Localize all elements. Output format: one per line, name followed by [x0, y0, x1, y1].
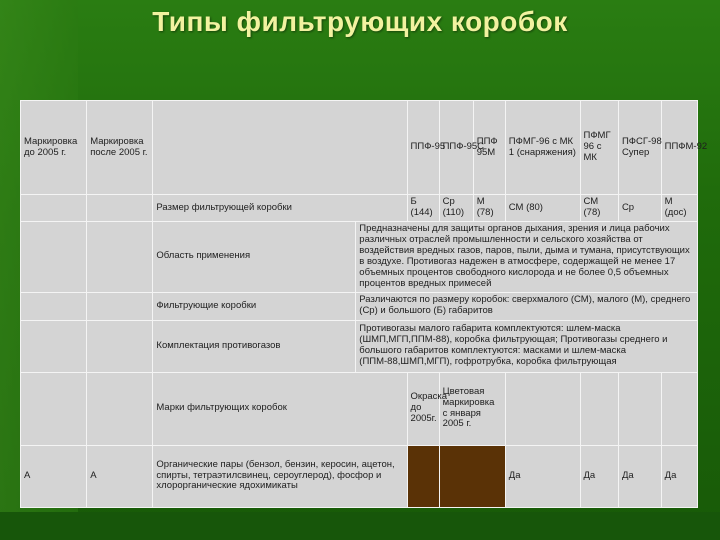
header-col-7: ППФМ-92	[661, 101, 697, 195]
filter-row-col2	[87, 292, 153, 320]
size-value-4: СМ (80)	[505, 195, 580, 222]
header-mark-after: Маркировка после 2005 г.	[87, 101, 153, 195]
organic-col2: А	[87, 445, 153, 507]
organic-color-swatch-1	[407, 445, 439, 507]
size-value-7: М (дос)	[661, 195, 697, 222]
header-col-5: ПФМГ 96 с МК	[580, 101, 618, 195]
size-value-5: СМ (78)	[580, 195, 618, 222]
header-col-1: ППФ-95	[407, 101, 439, 195]
slide-title: Типы фильтрующих коробок	[152, 6, 568, 37]
filter-row-text: Различаются по размеру коробок: сверхмалого (СМ), малого (М), среднего (Ср) и большого (Б) габаритов	[356, 292, 698, 320]
organic-color-swatch-2	[439, 445, 505, 507]
bottom-decorative-bar	[0, 512, 720, 540]
kit-row-text: Противогазы малого габарита комплектуются: шлем-маска (ШМП,МГП,ППМ-88), коробка фильтрующая; Противогазы среднего и большого габаритов комплектуются: масками и шлем-маска (ППМ-88,ШМП,МГП), гофротрубка, коробка фильтрующая	[356, 320, 698, 372]
header-col-6: ПФСГ-98 Супер	[618, 101, 661, 195]
kit-row-col1	[21, 320, 87, 372]
kit-row-label: Комплектация противогазов	[153, 320, 356, 372]
label-note: Цветовая маркировка с января 2005 г.	[439, 372, 505, 445]
marks-empty-3	[618, 372, 661, 445]
header-mark-before: Маркировка до 2005 г.	[21, 101, 87, 195]
header-empty-cell	[153, 101, 407, 195]
area-row-col2	[87, 222, 153, 293]
marks-empty-1	[505, 372, 580, 445]
area-row-col1	[21, 222, 87, 293]
area-row-label: Область применения	[153, 222, 356, 293]
organic-row	[21, 445, 698, 507]
filter-row-label: Фильтрующие коробки	[153, 292, 356, 320]
organic-col1: А	[21, 445, 87, 507]
size-value-2: Ср (110)	[439, 195, 473, 222]
size-value-1: Б (144)	[407, 195, 439, 222]
size-row-col1	[21, 195, 87, 222]
kit-row	[21, 320, 698, 372]
marks-row-col2	[87, 372, 153, 445]
area-row	[21, 222, 698, 293]
paint-note: Окраска до 2005г.	[407, 372, 439, 445]
filter-row	[21, 292, 698, 320]
filter-row-col1	[21, 292, 87, 320]
header-col-3: ППФ 95М	[473, 101, 505, 195]
organic-label: Органические пары (бензол, бензин, керосин, ацетон, спирты, тетраэтилсвинец, сероуглерод), фосфор и хлорорганические ядохимикаты	[153, 445, 407, 507]
marks-row-col1	[21, 372, 87, 445]
filter-box-table	[20, 100, 708, 508]
organic-value-4: Да	[661, 445, 697, 507]
area-row-text: Предназначены для защиты органов дыхания, зрения и лица рабочих различных отраслей промышленности и сельского хозяйства от воздействия вредных газов, паров, пыли, дыма и тумана, присутствующих в воздухе. Противогаз надежен в атмосфере, содержащей не менее 17 объемных процентов свободного кислорода и не более 0,5 объемных процентов вредных примесей	[356, 222, 698, 293]
header-col-4: ПФМГ-96 с МК 1 (снаряжения)	[505, 101, 580, 195]
kit-row-col2	[87, 320, 153, 372]
size-row-col2	[87, 195, 153, 222]
marks-row	[21, 372, 698, 445]
marks-empty-2	[580, 372, 618, 445]
size-row-label: Размер фильтрующей коробки	[153, 195, 407, 222]
organic-value-2: Да	[580, 445, 618, 507]
organic-value-3: Да	[618, 445, 661, 507]
table-header-row	[21, 101, 698, 195]
size-value-6: Ср	[618, 195, 661, 222]
marks-row-label: Марки фильтрующих коробок	[153, 372, 407, 445]
marks-empty-4	[661, 372, 697, 445]
header-col-2: ППФ-95С	[439, 101, 473, 195]
organic-value-1: Да	[505, 445, 580, 507]
size-value-3: М (78)	[473, 195, 505, 222]
size-row	[21, 195, 698, 222]
